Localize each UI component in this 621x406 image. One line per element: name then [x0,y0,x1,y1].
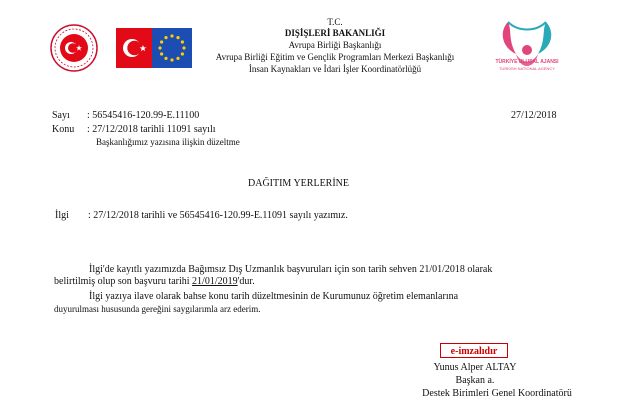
paragraph-1-line-2-before: belirtilmiş olup son başvuru tarihi [54,276,193,287]
paragraph-1-line-1: İlgi'de kayıtlı yazımızda Bağımsız Dış Uzmanlık başvuruları için son tarih sehven 21/01/2018 olarak [89,264,493,275]
ilgi-value: : 27/12/2018 tarihli ve 56545416-120.99-E.11091 sayılı yazımız. [88,210,348,221]
konu-value-line-1: : 27/12/2018 tarihli 11091 sayılı [87,124,216,135]
header-line-eu-presidency: Avrupa Birliği Başkanlığı [288,40,382,50]
konu-label: Konu [52,124,75,135]
header-line-tc: T.C. [327,17,343,27]
corrected-deadline-date: 21/01/2019 [192,276,238,287]
header-line-ministry: DIŞİŞLERİ BAKANLIĞI [284,28,386,38]
document-date: 27/12/2018 [511,110,557,121]
paragraph-1-line-2-after: 'dur. [237,276,255,287]
ilgi-label: İlgi [55,210,69,221]
letterhead [0,0,621,90]
e-signature-stamp: e-imzalıdır [440,343,508,358]
sayi-value: : 56545416-120.99-E.11100 [87,110,200,121]
signatory-title-1: Başkan a. [455,375,495,386]
sayi-label: Sayı [52,110,70,121]
distribution-title: DAĞITIM YERLERİNE [248,178,350,189]
signatory-name: Yunus Alper ALTAY [433,362,517,373]
ministry-seal-icon [50,24,98,72]
national-agency-logo [478,20,576,82]
national-agency-logo-icon [478,20,576,82]
eu-flag-icon [152,28,192,68]
paragraph-1-line-2 [54,276,255,288]
header-line-national-agency: Avrupa Birliği Eğitim ve Gençlik Programları Merkezi Başkanlığı [215,52,455,62]
signatory-title-2: Destek Birimleri Genel Koordinatörü [422,388,572,399]
paragraph-2-line-2: duyurulması hususunda gereğini saygılarımla arz ederim. [54,304,261,314]
turkish-flag-icon [116,28,152,68]
paragraph-2-line-1: İlgi yazıya ilave olarak bahse konu tarih düzeltmesinin de Kurumunuz öğretim elemanlarına [89,291,459,302]
national-agency-logo-subtext: TURKISH NATIONAL AGENCY [498,66,555,71]
konu-value-line-2: Başkanlığımız yazısına ilişkin düzeltme [96,137,240,147]
national-agency-logo-text: TÜRKİYE ULUSAL AJANSI [495,59,559,65]
header-line-coordinatorship: İnsan Kaynakları ve İdari İşler Koordinatörlüğü [248,64,422,74]
